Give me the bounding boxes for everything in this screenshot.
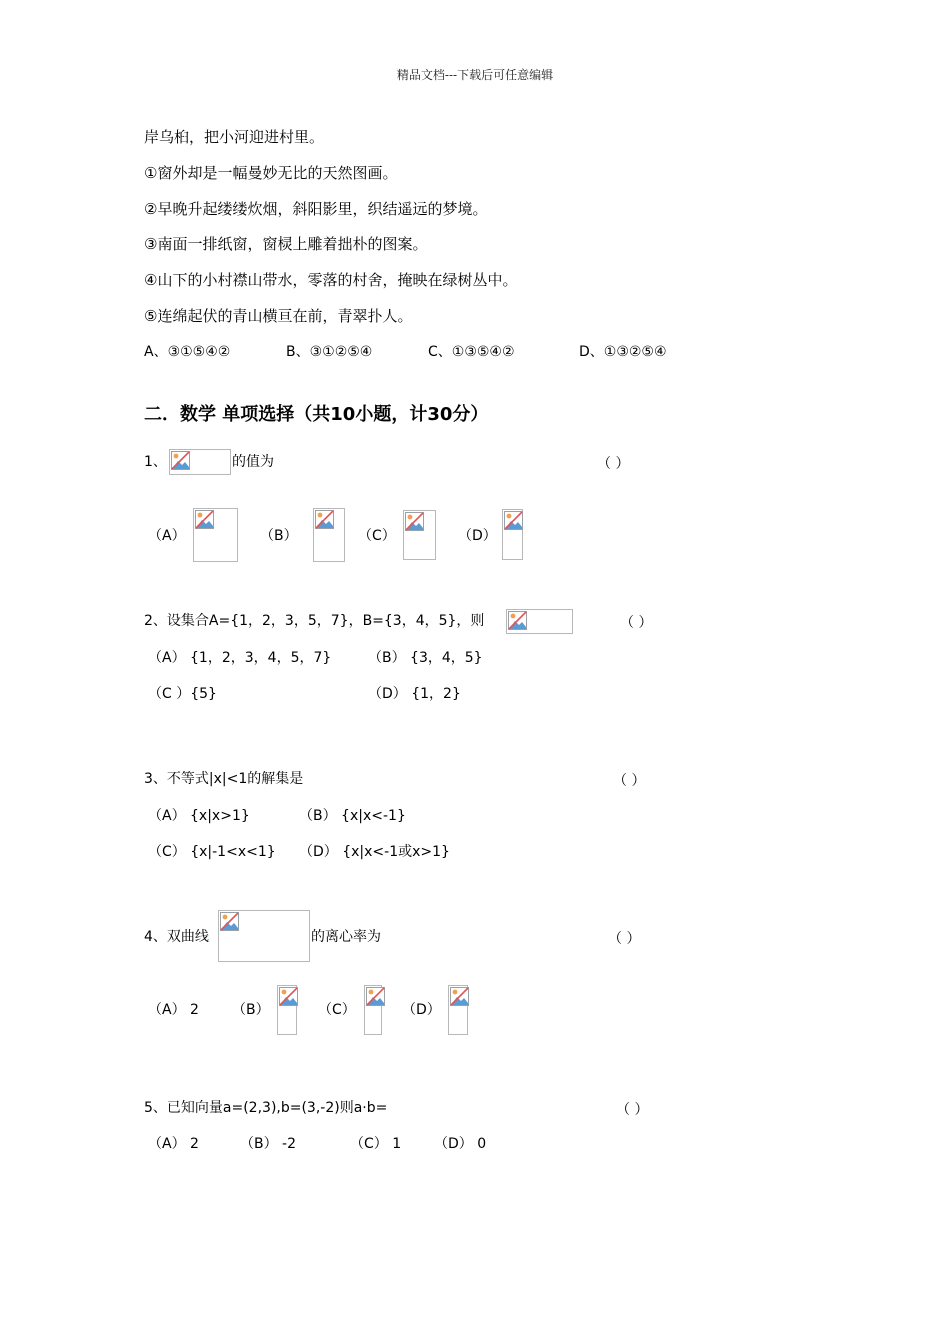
q5-stem: 5、已知向量a=(2,3),b=(3,-2)则a·b=	[144, 1100, 388, 1116]
answer-paren: （ ）	[608, 931, 641, 947]
q5-option-d: （D） 0	[434, 1136, 487, 1152]
reading-item: ①窗外却是一幅曼妙无比的天然图画。	[144, 164, 398, 182]
q3-option-a: （A） {x|x>1}	[148, 808, 250, 824]
reading-item: ⑤连绵起伏的青山横亘在前，青翠扑人。	[144, 307, 413, 325]
q1-option-d-image	[502, 509, 523, 560]
page-header: 精品文档---下载后可任意编辑	[396, 68, 554, 82]
q1-option-a: （A）	[148, 528, 186, 544]
answer-paren: （ ）	[613, 773, 646, 789]
q1-suffix: 的值为	[232, 454, 274, 470]
reading-option-a: A、③①⑤④②	[144, 344, 231, 360]
q3-option-d: （D） {x|x<-1或x>1}	[299, 844, 450, 860]
q2-option-a: （A） {1，2，3，4，5，7}	[148, 650, 332, 666]
q4-option-a: （A） 2	[148, 1002, 199, 1018]
q4-option-d: （D）	[402, 1002, 441, 1018]
reading-item: ④山下的小村襟山带水，零落的村舍，掩映在绿树丛中。	[144, 271, 518, 289]
q1-formula-image	[169, 449, 231, 475]
q4-prefix: 4、双曲线	[144, 929, 209, 945]
reading-item: ③南面一排纸窗，窗棂上雕着拙朴的图案。	[144, 235, 428, 253]
answer-paren: （ ）	[620, 615, 653, 631]
q2-stem: 2、设集合A={1，2，3，5，7}，B={3，4，5}，则	[144, 613, 485, 629]
q4-option-b: （B）	[232, 1002, 270, 1018]
q4-option-b-image	[277, 985, 297, 1035]
q4-option-c-image	[364, 985, 382, 1035]
answer-paren: （ ）	[597, 456, 630, 472]
q3-option-b: （B） {x|x<-1}	[299, 808, 406, 824]
reading-option-b: B、③①②⑤④	[286, 344, 373, 360]
q1-prefix: 1、	[144, 454, 167, 470]
answer-paren: （ ）	[616, 1102, 649, 1118]
q2-option-d: （D） {1，2}	[368, 686, 461, 702]
q5-option-a: （A） 2	[148, 1136, 199, 1152]
reading-intro: 岸乌桕，把小河迎进村里。	[144, 128, 325, 146]
q4-suffix: 的离心率为	[311, 929, 381, 945]
q1-option-d: （D）	[458, 528, 497, 544]
reading-option-c: C、①③⑤④②	[428, 344, 515, 360]
q3-option-c: （C） {x|-1<x<1}	[148, 844, 276, 860]
q1-option-a-image	[193, 508, 238, 562]
q4-option-d-image	[448, 985, 468, 1035]
q2-formula-image	[506, 609, 573, 634]
q1-option-b: （B）	[260, 528, 298, 544]
q3-stem: 3、不等式|x|<1的解集是	[144, 771, 304, 787]
q5-option-b: （B） -2	[240, 1136, 297, 1152]
q2-option-b: （B） {3，4，5}	[368, 650, 483, 666]
q1-option-c-image	[403, 510, 436, 560]
section-title: 二．数学 单项选择（共10小题，计30分）	[144, 404, 489, 425]
q1-option-b-image	[313, 508, 345, 562]
q2-option-c: （C ）{5}	[148, 686, 217, 702]
reading-item: ②早晚升起缕缕炊烟，斜阳影里，织结遥远的梦境。	[144, 200, 488, 218]
q5-option-c: （C） 1	[350, 1136, 402, 1152]
q4-formula-image	[218, 910, 310, 962]
reading-option-d: D、①③②⑤④	[579, 344, 667, 360]
q4-option-c: （C）	[318, 1002, 356, 1018]
q1-option-c: （C）	[358, 528, 396, 544]
